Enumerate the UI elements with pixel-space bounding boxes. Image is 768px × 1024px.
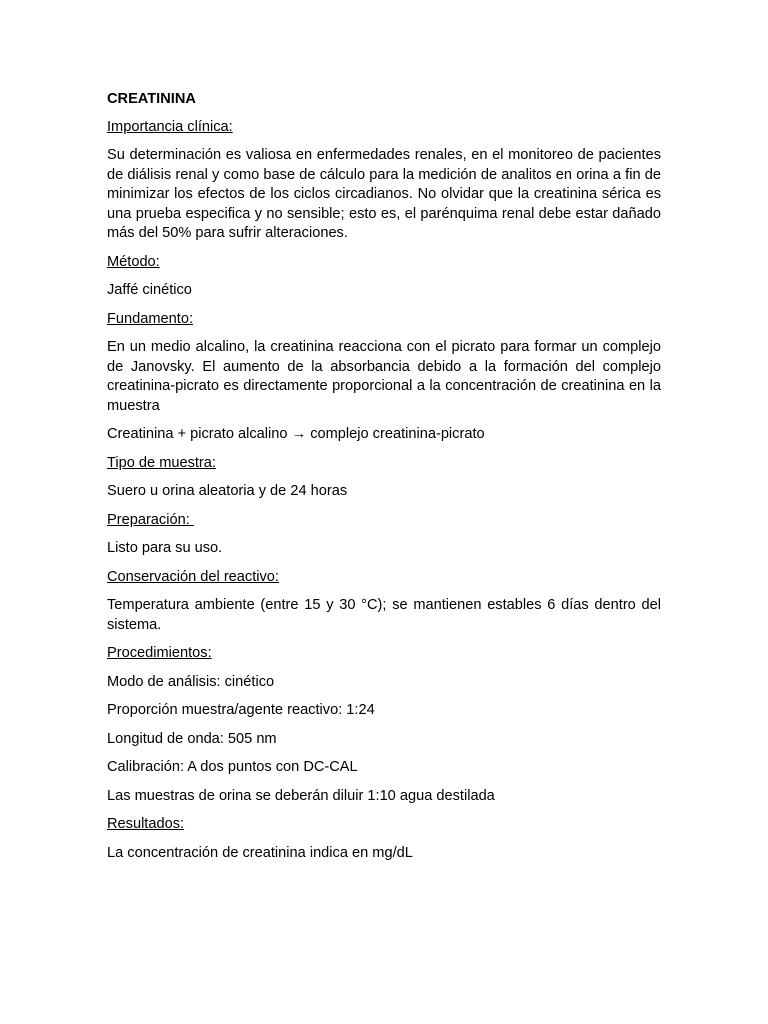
heading-importancia: Importancia clínica: bbox=[107, 118, 233, 135]
reaction-right: complejo creatinina-picrato bbox=[310, 426, 485, 442]
heading-tipo-muestra: Tipo de muestra: bbox=[107, 454, 216, 471]
procedure-item: Modo de análisis: cinético bbox=[107, 673, 275, 690]
procedure-item: Las muestras de orina se deberán diluir 1:10 agua destilada bbox=[107, 787, 495, 804]
procedure-item: Proporción muestra/agente reactivo: 1:24 bbox=[107, 702, 375, 718]
reaction-line bbox=[107, 425, 661, 445]
procedure-item: Calibración: A dos puntos con DC-CAL bbox=[107, 759, 358, 775]
reaction-left: Creatinina + picrato alcalino bbox=[107, 426, 288, 442]
arrow-right-icon: → bbox=[291, 426, 307, 442]
paragraph-fundamento: En un medio alcalino, la creatinina reacciona con el picrato para formar un complejo de Janovsky. El aumento de la absorbancia debido a la formación del complejo creatinina-picrato es directamente proporcional a la concentración de creatinina en la muestra bbox=[107, 339, 661, 414]
heading-resultados: Resultados: bbox=[107, 816, 185, 832]
paragraph-importancia: Su determinación es valiosa en enfermedades renales, en el monitoreo de pacientes de diálisis renal y como base de cálculo para la medición de analitos en orina a fin de minimizar los efectos de los ciclos circadianos. No olvidar que la creatinina sérica es una prueba especifica y no sensible; esto es, el parénquima renal debe estar dañado más del 50% para sufrir alteraciones. bbox=[107, 147, 661, 241]
heading-fundamento: Fundamento: bbox=[107, 310, 193, 327]
heading-procedimientos: Procedimientos: bbox=[107, 645, 212, 661]
heading-metodo: Método: bbox=[107, 253, 160, 270]
document-title: CREATININA bbox=[107, 91, 196, 107]
text-preparacion: Listo para su uso. bbox=[107, 540, 223, 556]
procedure-item: Longitud de onda: 505 nm bbox=[107, 730, 277, 747]
heading-conservacion: Conservación del reactivo: bbox=[107, 568, 279, 585]
text-resultados: La concentración de creatinina indica en mg/dL bbox=[107, 844, 413, 861]
paragraph-conservacion: Temperatura ambiente (entre 15 y 30 °C); se mantienen estables 6 días dentro del sistema. bbox=[107, 597, 661, 633]
document-page bbox=[107, 90, 661, 872]
text-metodo: Jaffé cinético bbox=[107, 282, 192, 298]
heading-preparacion: Preparación: bbox=[107, 511, 194, 528]
text-tipo-muestra: Suero u orina aleatoria y de 24 horas bbox=[107, 483, 348, 499]
